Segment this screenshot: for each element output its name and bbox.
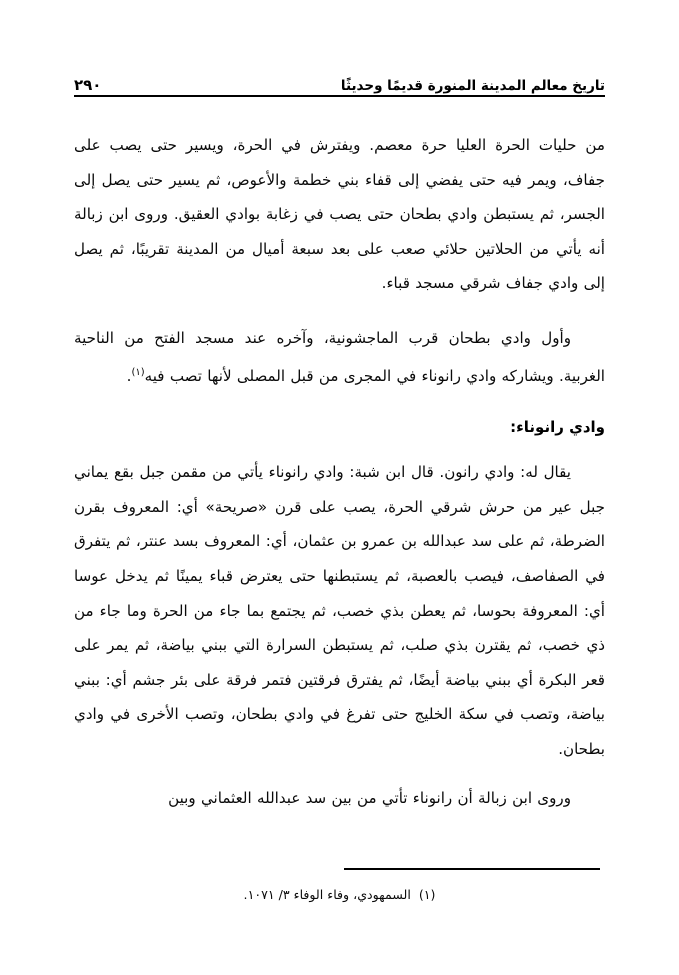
paragraph-3: يقال له: وادي رانون. قال ابن شبة: وادي رانوناء يأتي من مقمن جبل بقع يماني جبل عير من حرش شرقي الحرة، يصب على قرن «صريحة» أي: المعروف بقرن الضرطة، ثم على سد عبدالله بن عمرو بن عثمان، أي: المعروف بسد عنتر، ثم يتفرق في الصفاصف، فيصب بالعصبة، ثم يستبطنها حتى يعترض قباء يمينًا ثم يدخل عوسا أي: المعروفة بحوسا، ثم يعطن بذي خصب، ثم يجتمع بما جاء من الحرة وما جاء من ذي خصب، ثم يقترن بذي صلب، ثم يستبطن السرارة التي ببني بياضة، ثم يمر على قعر البكرة أي ببني بياضة أيضًا، ثم يفترق فرقتين فتمر فرقة على بئر جشم أي: ببني بياضة، وتصب في سكة الخليج حتى تفرغ في وادي بطحان، وتصب الأخرى في وادي بطحان. [74, 463, 605, 758]
header-rule [74, 95, 605, 97]
running-header [74, 64, 605, 94]
section-heading-wadi-ranuna: وادي رانوناء: [510, 418, 605, 437]
paragraph-1: من حليات الحرة العليا حرة معصم. ويفترش في الحرة، ويسير حتى يصب على جفاف، ويمر فيه حتى يفضي إلى قفاء بني خطمة والأعوص، ثم يسير حتى يصل إلى الجسر، ثم يستبطن وادي بطحان حتى يصب في زغابة بوادي العقيق. وروى ابن زبالة أنه يأتي من الحلاتين حلائي صعب على بعد سبعة أميال من المدينة تقريبًا، ثم يصل إلى وادي جفاف شرقي مسجد قباء. [74, 136, 605, 293]
paragraph-2 [74, 321, 605, 393]
footnote-marker: (١) [418, 887, 436, 902]
paragraph-2-text: وأول وادي بطحان قرب الماجشونية، وآخره عند مسجد الفتح من الناحية الغربية. ويشاركه وادي رانوناء في المجرى من قبل المصلى لأنها تصب فيه [74, 328, 605, 385]
paragraph-2-text-tail: . [126, 366, 132, 385]
footnote-text: السمهودي، وفاء الوفاء ٣/ ١٠٧١. [243, 887, 411, 902]
footnote-reference-1: (١) [131, 366, 145, 378]
footnote-separator-rule [344, 868, 600, 870]
paragraph-4: وروى ابن زبالة أن رانوناء تأتي من بين سد عبدالله العثماني وبين [168, 788, 571, 807]
header-book-title: تاريخ معالم المدينة المنورة قديمًا وحديثًا [340, 77, 605, 94]
footnote-entry-1 [244, 885, 436, 905]
body-text-column [74, 128, 605, 815]
header-page-number: ٢٩٠ [74, 76, 102, 94]
footnote-area [74, 885, 605, 905]
